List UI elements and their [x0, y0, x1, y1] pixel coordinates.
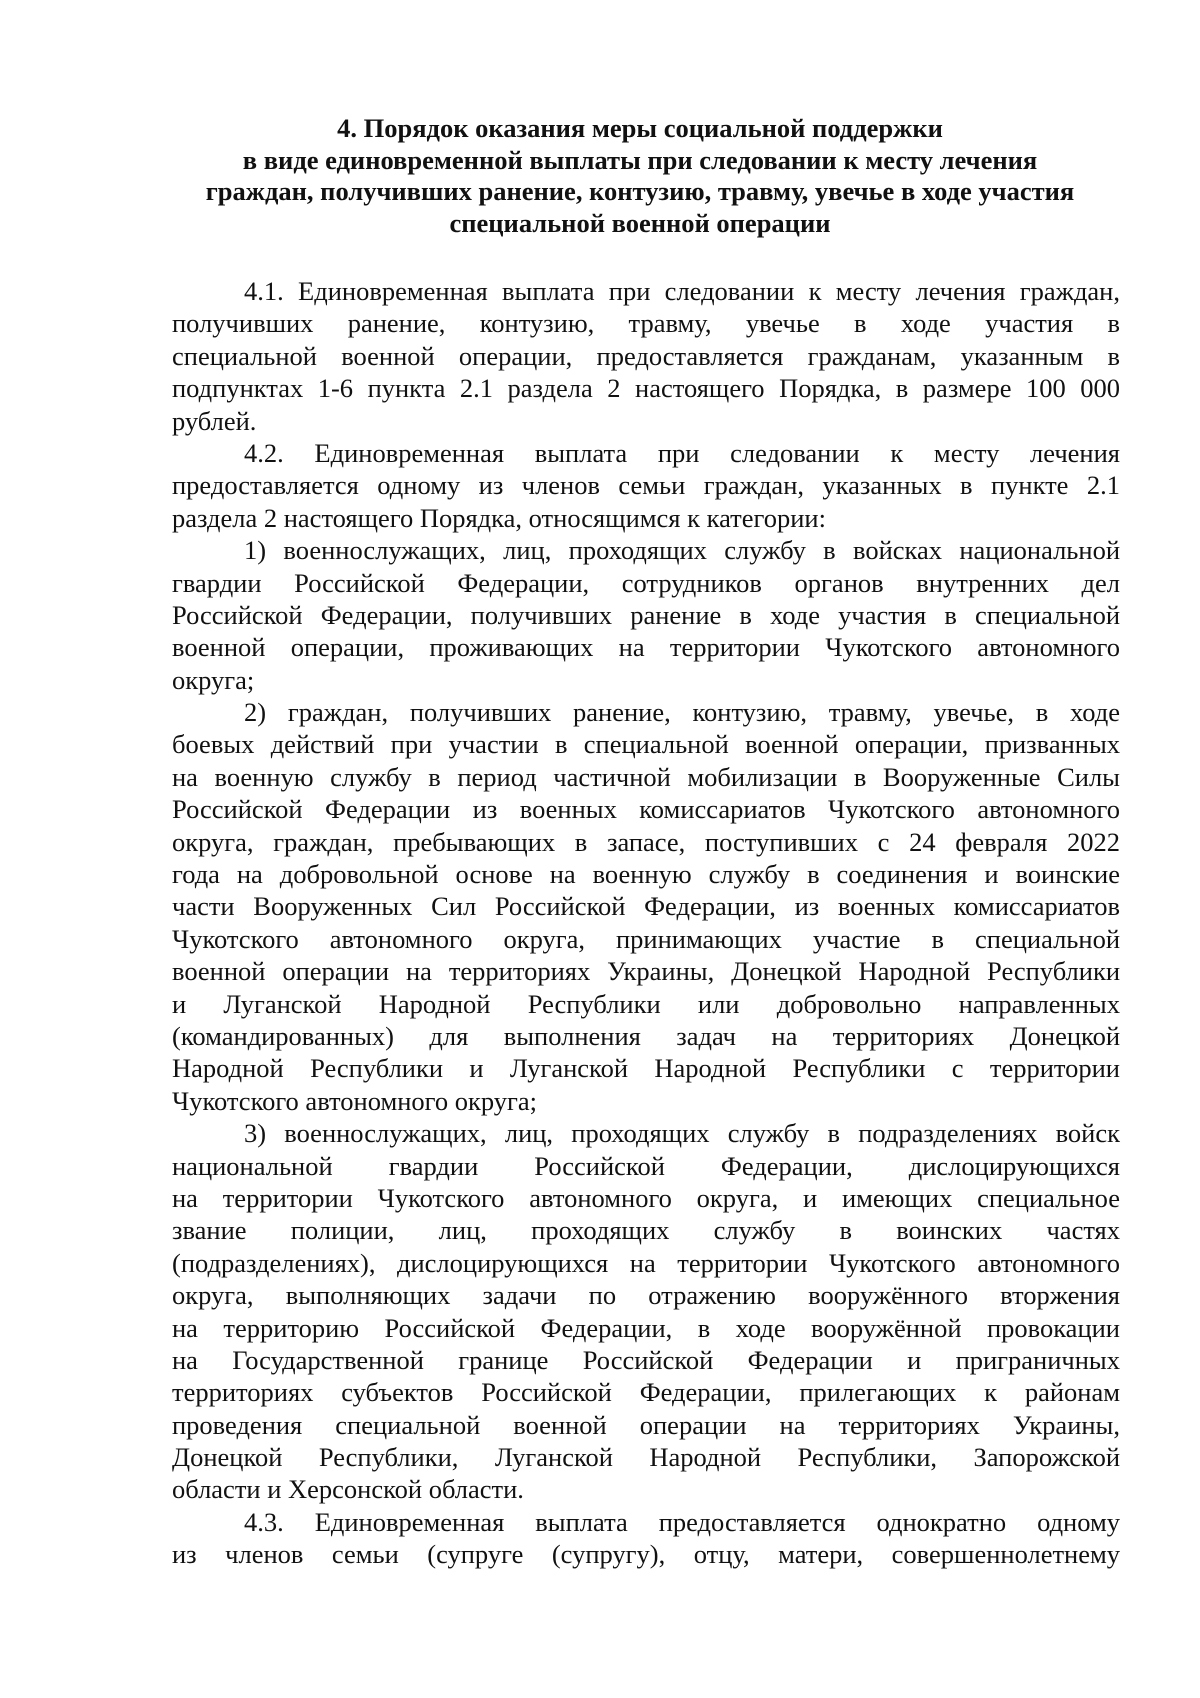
text-line: предоставляется одному из членов семьи граждан, указанных в пункте 2.1: [172, 470, 1120, 501]
text-line: области и Херсонской области.: [172, 1474, 524, 1505]
text-line: специальной военной операции, предоставляется гражданам, указанным в: [172, 340, 1120, 371]
text-line: раздела 2 настоящего Порядка, относящимся к категории:: [172, 502, 826, 533]
text-line: 4.2. Единовременная выплата при следовании к месту лечения: [244, 437, 1120, 468]
text-line: 4.1. Единовременная выплата при следовании к месту лечения граждан,: [244, 276, 1120, 306]
text-line: года на добровольной основе на военную службу в соединения и воинские: [172, 859, 1120, 890]
text-line: (командированных) для выполнения задач на территориях Донецкой: [172, 1020, 1120, 1051]
paragraph-4-3: [172, 1506, 1120, 1571]
text-line: на территорию Российской Федерации, в ходе вооружённой провокации: [172, 1312, 1120, 1343]
text-line: части Вооруженных Сил Российской Федерации, из военных комиссариатов: [172, 891, 1120, 922]
text-line: из членов семьи (супруге (супругу), отцу, матери, совершеннолетнему: [172, 1539, 1120, 1570]
text-line: (подразделениях), дислоцирующихся на территории Чукотского автономного: [172, 1247, 1120, 1278]
text-line: гвардии Российской Федерации, сотрудников органов внутренних дел: [172, 567, 1120, 598]
text-line: военной операции, проживающих на территории Чукотского автономного: [172, 632, 1120, 663]
text-line: на военную службу в период частичной мобилизации в Вооруженные Силы: [172, 761, 1120, 792]
text-line: Донецкой Республики, Луганской Народной Республики, Запорожской: [172, 1442, 1120, 1473]
text-line: Чукотского автономного округа, принимающих участие в специальной: [172, 923, 1120, 954]
text-line: национальной гвардии Российской Федерации, дислоцирующихся: [172, 1150, 1120, 1181]
text-line: 3) военнослужащих, лиц, проходящих службу в подразделениях войск: [244, 1118, 1120, 1149]
text-line: 4.3. Единовременная выплата предоставляется однократно одному: [244, 1506, 1120, 1537]
text-line: 2) граждан, получивших ранение, контузию, травму, увечье, в ходе: [244, 697, 1120, 728]
text-line: округа;: [172, 664, 255, 695]
paragraph-4-1: [172, 275, 1120, 437]
text-line: 1) военнослужащих, лиц, проходящих службу в войсках национальной: [244, 535, 1120, 566]
text-line: рублей.: [172, 405, 257, 436]
heading-line: 4. Порядок оказания меры социальной поддержки: [337, 113, 943, 143]
paragraph-4-2: [172, 437, 1120, 534]
text-line: Российской Федерации из военных комиссариатов Чукотского автономного: [172, 794, 1120, 825]
text-line: подпунктах 1-6 пункта 2.1 раздела 2 настоящего Порядка, в размере 100 000: [172, 373, 1120, 404]
text-line: Народной Республики и Луганской Народной Республики с территории: [172, 1053, 1120, 1084]
heading-line: граждан, получивших ранение, контузию, травму, увечье в ходе участия: [205, 176, 1075, 206]
text-line: звание полиции, лиц, проходящих службу в воинских частях: [172, 1215, 1120, 1246]
text-line: округа, выполняющих задачи по отражению вооружённого вторжения: [172, 1280, 1120, 1311]
text-line: боевых действий при участии в специальной военной операции, призванных: [172, 729, 1120, 760]
text-line: Российской Федерации, получивших ранение в ходе участия в специальной: [172, 599, 1120, 630]
text-line: территориях субъектов Российской Федерации, прилегающих к районам: [172, 1377, 1120, 1408]
text-line: и Луганской Народной Республики или добровольно направленных: [172, 988, 1120, 1019]
list-item-1: [172, 534, 1120, 696]
heading-line: в виде единовременной выплаты при следовании к месту лечения: [242, 144, 1038, 175]
list-item-3: [172, 1117, 1120, 1506]
section-heading: [160, 113, 1120, 239]
text-line: военной операции на территориях Украины, Донецкой Народной Республики: [172, 956, 1120, 987]
text-line: округа, граждан, пребывающих в запасе, поступивших с 24 февраля 2022: [172, 826, 1120, 857]
text-line: получивших ранение, контузию, травму, увечье в ходе участия в: [172, 308, 1120, 339]
heading-line: специальной военной операции: [449, 207, 831, 238]
text-line: на территории Чукотского автономного округа, и имеющих специальное: [172, 1182, 1120, 1213]
text-line: проведения специальной военной операции на территориях Украины,: [172, 1409, 1120, 1440]
list-item-2: [172, 696, 1120, 1117]
document-body: [172, 275, 1120, 1571]
text-line: Чукотского автономного округа;: [172, 1085, 538, 1116]
text-line: на Государственной границе Российской Федерации и приграничных: [172, 1344, 1120, 1375]
